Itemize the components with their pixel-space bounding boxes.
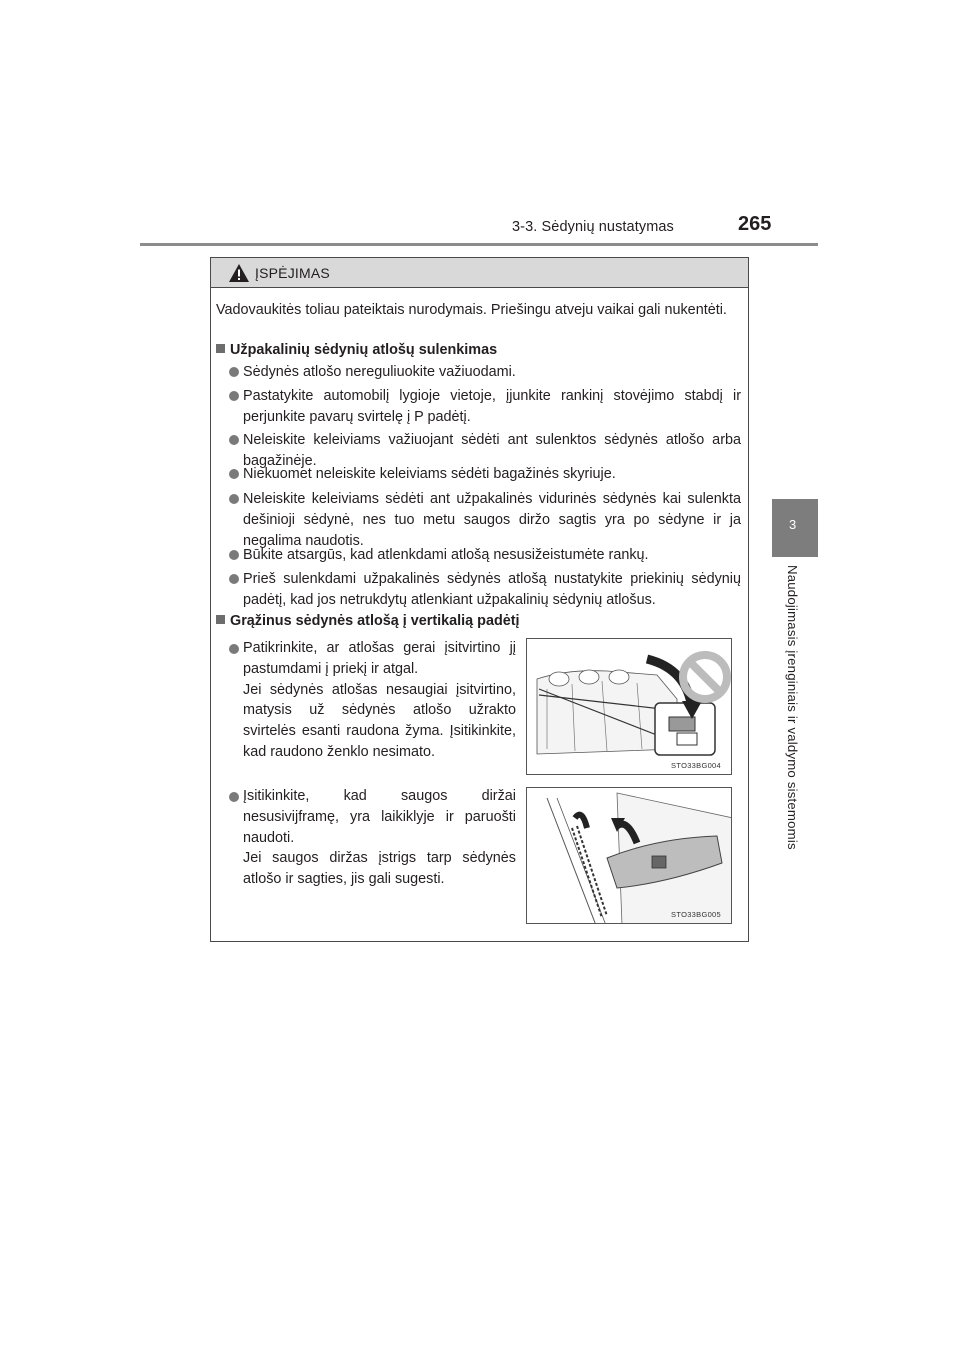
section-title: 3-3. Sėdynių nustatymas (512, 219, 674, 235)
seat-lock-illustration (527, 639, 732, 775)
bullet-icon (229, 391, 239, 401)
bullet-icon (229, 550, 239, 560)
chapter-title: Naudojimasis įrenginiais ir valdymo sistemomis (785, 565, 800, 850)
warning-header (211, 258, 748, 288)
list-item: Būkite atsargūs, kad atlenkdami atlošą nesusižeistumėte rankų. (243, 547, 649, 563)
list-item: Neleiskite keleiviams sėdėti ant užpakalinės vidurinės sėdynės kai sulenkta dešinioji sėdynė, nes tuo metu saugos diržo sagtis yra po sėdyne ir ja negalima naudotis. (243, 491, 741, 549)
figure-code: STO33BG004 (671, 761, 721, 770)
bullet-icon (229, 367, 239, 377)
list-item: Niekuomet neleiskite keleiviams sėdėti bagažinės skyriuje. (243, 466, 616, 482)
square-bullet-icon (216, 615, 225, 624)
chapter-tab[interactable] (772, 499, 818, 557)
warning-title: ĮSPĖJIMAS (255, 265, 330, 281)
warning-box (210, 257, 749, 942)
section-heading: Grąžinus sėdynės atlošą į vertikalią padėtį (216, 611, 520, 632)
seatbelt-figure (526, 787, 732, 924)
seatbelt-illustration (527, 788, 732, 924)
list-item: Pastatykite automobilį lygioje vietoje, įjunkite rankinį stovėjimo stabdį ir perjunkite pavarų svirtelę į P padėtį. (243, 388, 741, 425)
bullet-icon (229, 644, 239, 654)
square-bullet-icon (216, 344, 225, 353)
bullet-icon (229, 574, 239, 584)
page-number: 265 (738, 213, 772, 235)
list-item: Prieš sulenkdami užpakalinės sėdynės atlošą nustatykite priekinių sėdynių padėtį, kad jos netrukdytų atlenkiant užpakalinių sėdynių atlošus. (243, 571, 741, 608)
figure-code: STO33BG005 (671, 910, 721, 919)
section-heading: Užpakalinių sėdynių atlošų sulenkimas (216, 340, 497, 361)
bullet-icon (229, 792, 239, 802)
list-item: Neleiskite keleiviams važiuojant sėdėti ant sulenktos sėdynės atlošo arba bagažinėje. (243, 432, 741, 469)
header-rule (140, 243, 818, 246)
warning-triangle-icon (228, 263, 250, 283)
bullet-icon (229, 435, 239, 445)
list-item: Patikrinkite, ar atlošas gerai įsitvirtino jį pastumdami į priekį ir atgal. Jei sėdynės atlošas nesaugiai įsitvirtino, matysis už sėdynės atlošo užrakto svirtelės esanti raudona žyma. Įsitikinkite, kad raudono ženklo nesimato. (243, 640, 516, 760)
list-item: Sėdynės atlošo nereguliuokite važiuodami. (243, 364, 516, 380)
bullet-icon (229, 494, 239, 504)
seatback-lock-figure (526, 638, 732, 775)
bullet-icon (229, 469, 239, 479)
chapter-number: 3 (789, 517, 797, 532)
list-item: Įsitikinkite, kad saugos diržai nesusivijframę, yra laikiklyje ir paruošti naudoti. Jei saugos diržas įstrigs tarp sėdynės atlošo ir sagties, jis gali sugesti. (243, 788, 516, 888)
warning-intro: Vadovaukitės toliau pateiktais nurodymais. Priešingu atveju vaikai gali nukentėti. (216, 302, 727, 318)
